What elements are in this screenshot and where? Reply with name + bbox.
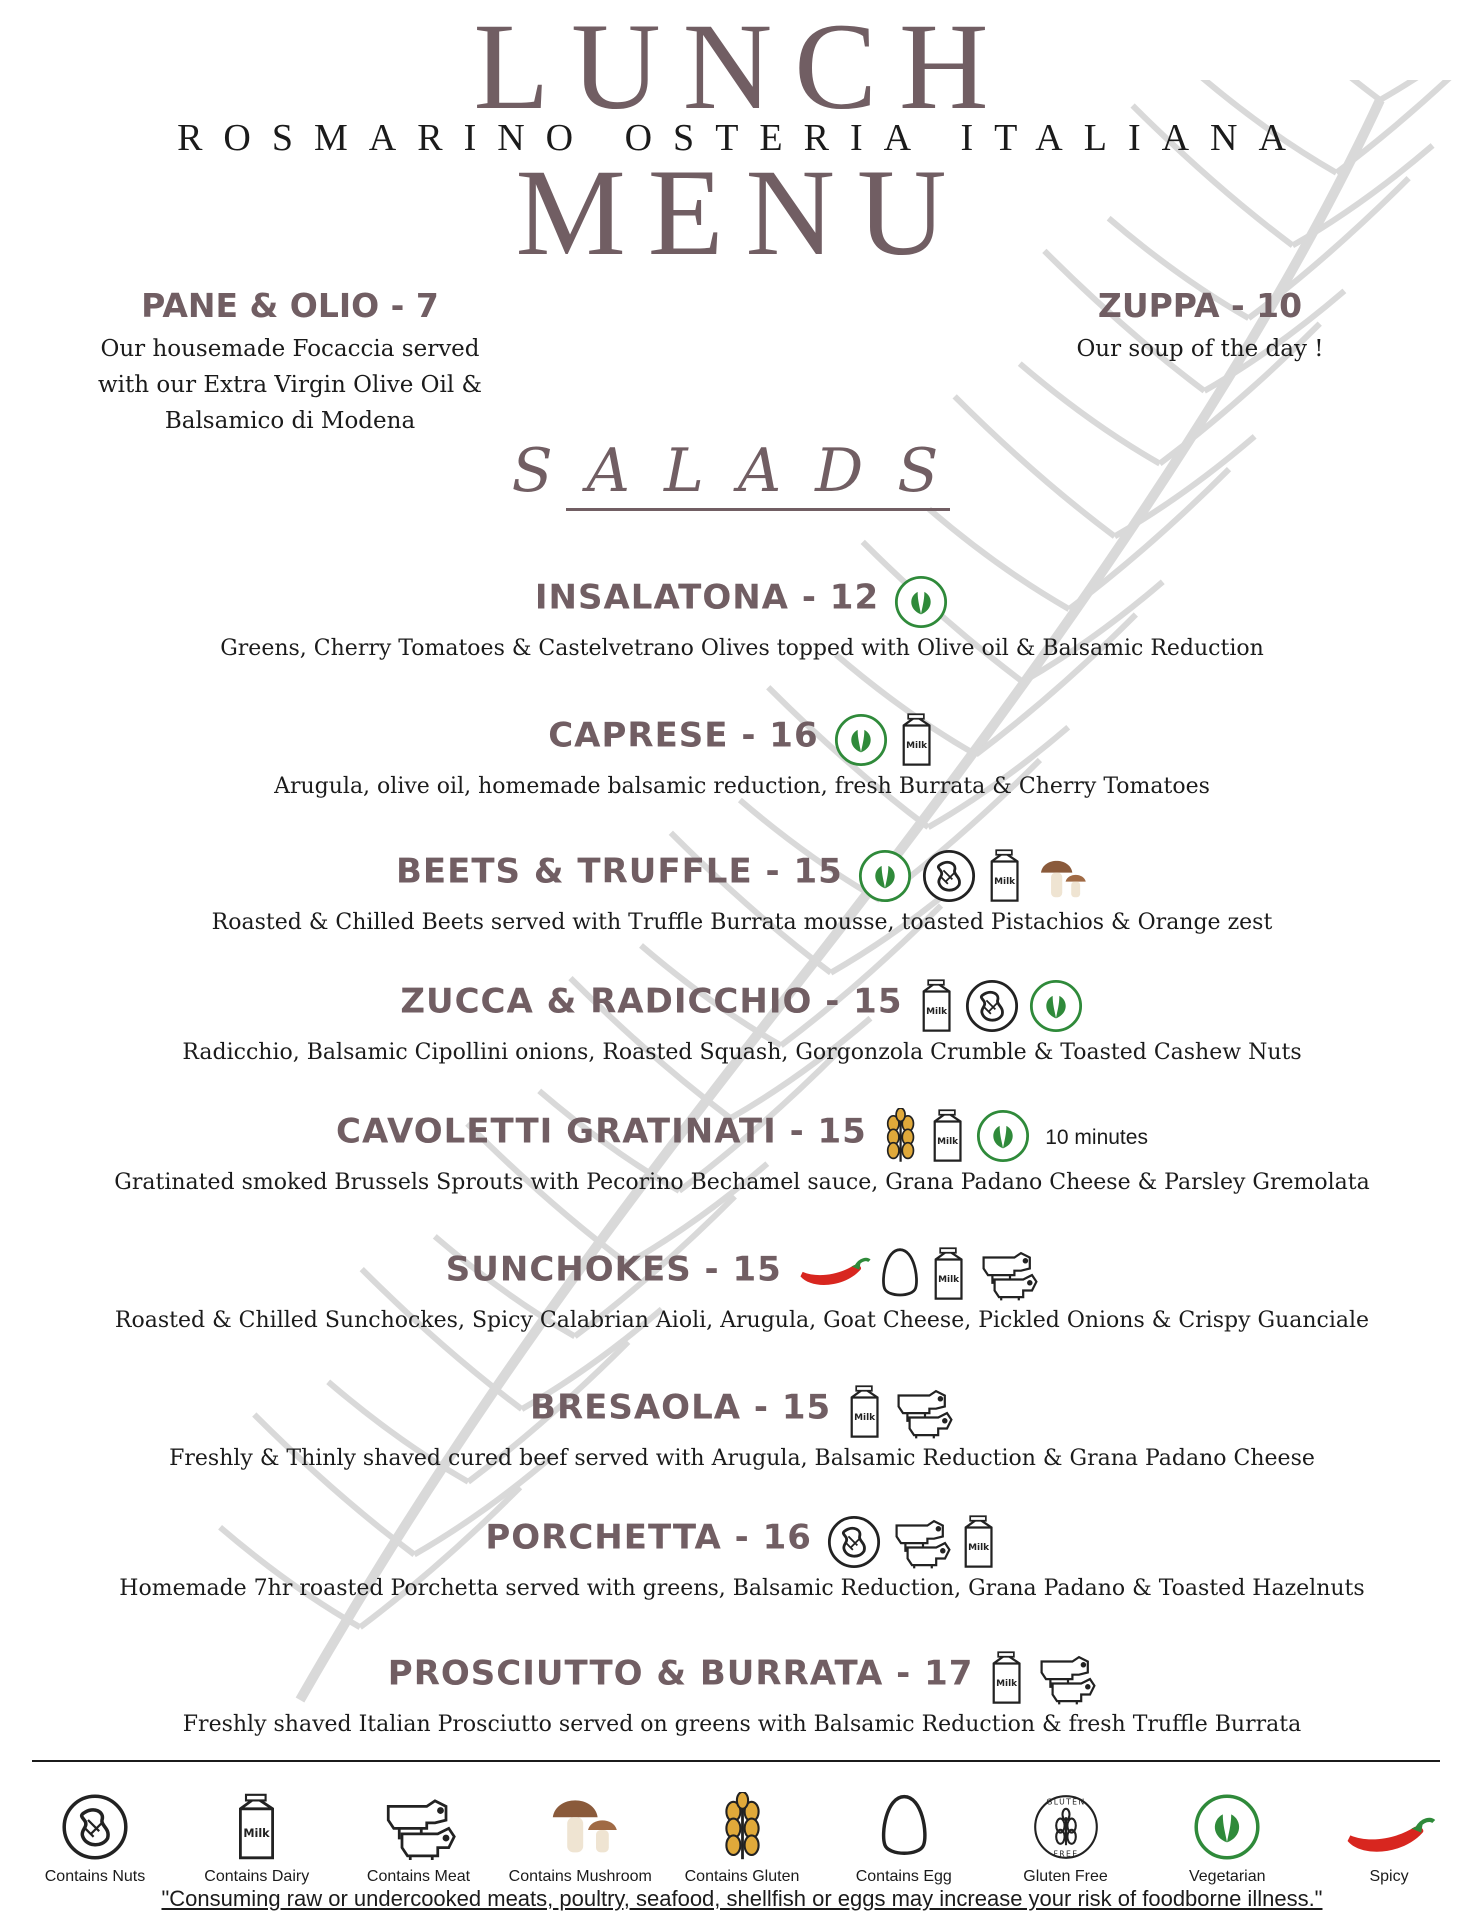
pane-olio-title: PANE & OLIO - 7	[141, 286, 439, 325]
menu-item-description: Freshly shaved Italian Prosciutto served on greens with Balsamic Reduction & fresh Truffle Burrata	[182, 1712, 1302, 1737]
svg-text:Milk: Milk	[938, 1274, 960, 1285]
vegetarian-icon	[857, 848, 913, 908]
menu-item-heading	[0, 712, 1484, 772]
prep-time-note: 10 minutes	[1045, 1126, 1148, 1149]
restaurant-name: ROSMARINO OSTERIA ITALIANA	[177, 117, 1307, 159]
svg-text:Milk: Milk	[243, 1826, 270, 1840]
desc-line: Balsamico di Modena	[164, 408, 416, 434]
nuts-icon	[921, 848, 977, 908]
gluten-icon	[718, 1780, 767, 1862]
vegetarian-icon	[893, 574, 949, 634]
svg-text:FREE: FREE	[1052, 1849, 1079, 1859]
menu-item	[0, 712, 1484, 799]
meat-icon	[1035, 1650, 1097, 1710]
menu-item-title: CAPRESE - 16	[548, 715, 819, 756]
menu-item-title: PORCHETTA - 16	[485, 1517, 812, 1558]
legend-label: Vegetarian	[1188, 1868, 1266, 1885]
svg-text:Milk: Milk	[996, 1678, 1018, 1689]
egg-icon	[879, 1246, 921, 1306]
menu-item	[0, 574, 1484, 661]
dairy-icon	[987, 1650, 1026, 1710]
legend-divider	[32, 1760, 1440, 1762]
desc-line: Our housemade Focaccia served	[100, 336, 480, 362]
legend-label: Contains Meat	[366, 1868, 471, 1885]
menu-item-title: BEETS & TRUFFLE - 15	[396, 851, 843, 892]
legend-item	[991, 1780, 1141, 1886]
menu-item-heading	[0, 1514, 1484, 1574]
svg-text:Milk: Milk	[968, 1542, 990, 1553]
menu-item	[0, 1650, 1484, 1737]
menu-item-title: SUNCHOKES - 15	[445, 1249, 782, 1290]
menu-item-description: Arugula, olive oil, homemade balsamic reduction, fresh Burrata & Cherry Tomatoes	[274, 774, 1210, 799]
menu-item-title: INSALATONA - 12	[534, 577, 880, 618]
mushroom-icon	[540, 1780, 620, 1862]
svg-text:Milk: Milk	[925, 1006, 947, 1017]
nuts-icon	[60, 1780, 130, 1862]
menu-item	[0, 1384, 1484, 1471]
title-lunch: LUNCH	[473, 0, 1011, 135]
menu-item-title: CAVOLETTI GRATINATI - 15	[336, 1111, 867, 1152]
svg-text:Milk: Milk	[937, 1136, 959, 1147]
menu-item	[0, 978, 1484, 1065]
legend-label: Spicy	[1369, 1868, 1409, 1885]
legend-label: Contains Nuts	[44, 1868, 146, 1885]
menu-item-heading	[0, 1108, 1484, 1168]
legend-item	[182, 1780, 332, 1886]
gluten-free-icon	[1031, 1780, 1101, 1862]
dairy-icon	[929, 1246, 968, 1306]
menu-item	[0, 1246, 1484, 1333]
svg-text:Milk: Milk	[905, 740, 927, 751]
menu-item-description: Homemade 7hr roasted Porchetta served with greens, Balsamic Reduction, Grana Padano & Toasted Hazelnuts	[119, 1576, 1365, 1601]
nuts-icon	[826, 1514, 882, 1574]
legend-label: Contains Mushroom	[508, 1868, 652, 1885]
menu-item-heading	[0, 574, 1484, 634]
menu-item-heading	[0, 1246, 1484, 1306]
allergen-icons	[881, 1108, 1148, 1168]
menu-item-title: PROSCIUTTO & BURRATA - 17	[387, 1653, 974, 1694]
egg-icon	[878, 1780, 931, 1862]
menu-item-title: ZUCCA & RADICCHIO - 15	[400, 981, 903, 1022]
desc-line: with our Extra Virgin Olive Oil &	[98, 372, 482, 398]
meat-icon	[892, 1384, 954, 1444]
legend-item	[1314, 1780, 1464, 1886]
dairy-icon	[845, 1384, 884, 1444]
menu-item	[0, 1514, 1484, 1601]
legend-item	[1152, 1780, 1302, 1886]
allergen-icons	[987, 1650, 1096, 1710]
menu-item-heading	[0, 848, 1484, 908]
svg-text:GLUTEN: GLUTEN	[1045, 1797, 1086, 1807]
gluten-icon	[881, 1108, 920, 1168]
legend-item	[20, 1780, 170, 1886]
menu-item-description: Freshly & Thinly shaved cured beef served with Arugula, Balsamic Reduction & Grana Padano Cheese	[169, 1446, 1315, 1471]
menu-item-description: Greens, Cherry Tomatoes & Castelvetrano Olives topped with Olive oil & Balsamic Reduction	[220, 636, 1264, 661]
section-title-underline	[566, 508, 950, 511]
menu-item-description: Radicchio, Balsamic Cipollini onions, Roasted Squash, Gorgonzola Crumble & Toasted Cashew Nuts	[182, 1040, 1302, 1065]
menu-item-title: BRESAOLA - 15	[530, 1387, 832, 1428]
dairy-icon	[232, 1780, 281, 1862]
menu-item-heading	[0, 1384, 1484, 1444]
legend-item	[829, 1780, 979, 1886]
allergen-legend	[20, 1780, 1464, 1886]
section-title-salads: SALADS	[511, 436, 973, 506]
mushroom-icon	[1032, 848, 1088, 908]
legend-label: Contains Egg	[855, 1868, 952, 1885]
pane-olio-desc	[70, 331, 510, 439]
menu-item-description: Gratinated smoked Brussels Sprouts with Pecorino Bechamel sauce, Grana Padano Cheese & Parsley Gremolata	[114, 1170, 1370, 1195]
allergen-icons	[857, 848, 1088, 908]
allergen-icons	[845, 1384, 954, 1444]
dairy-icon	[928, 1108, 967, 1168]
dairy-icon	[985, 848, 1024, 908]
legend-item	[505, 1780, 655, 1886]
nuts-icon	[964, 978, 1020, 1038]
svg-text:Milk: Milk	[993, 876, 1015, 887]
allergen-icons	[796, 1246, 1038, 1306]
menu-item-heading	[0, 978, 1484, 1038]
svg-text:Milk: Milk	[854, 1412, 876, 1423]
meat-icon	[380, 1780, 457, 1862]
food-safety-disclaimer: "Consuming raw or undercooked meats, poultry, seafood, shellfish or eggs may increase your risk of foodborne illness."	[161, 1886, 1323, 1911]
dairy-icon	[897, 712, 936, 772]
vegetarian-icon	[975, 1108, 1031, 1168]
pane-olio-block	[70, 286, 510, 439]
legend-item	[344, 1780, 494, 1886]
zuppa-title: ZUPPA - 10	[1097, 286, 1303, 325]
legend-label: Contains Dairy	[204, 1868, 310, 1885]
allergen-icons	[893, 574, 949, 634]
legend-label: Gluten Free	[1023, 1868, 1108, 1885]
allergen-icons	[917, 978, 1084, 1038]
zuppa-desc: Our soup of the day !	[1076, 336, 1324, 362]
menu-item	[0, 848, 1484, 935]
spicy-icon	[796, 1254, 872, 1297]
vegetarian-icon	[833, 712, 889, 772]
meat-icon	[977, 1246, 1039, 1306]
allergen-icons	[833, 712, 936, 772]
menu-item	[0, 1108, 1484, 1195]
legend-label: Contains Gluten	[684, 1868, 800, 1885]
allergen-icons	[826, 1514, 999, 1574]
menu-item-description: Roasted & Chilled Sunchockes, Spicy Calabrian Aioli, Arugula, Goat Cheese, Pickled Onions & Crispy Guanciale	[114, 1308, 1370, 1333]
meat-icon	[890, 1514, 952, 1574]
menu-item-heading	[0, 1650, 1484, 1710]
spicy-icon	[1342, 1780, 1437, 1862]
title-menu: MENU	[515, 144, 969, 281]
legend-item	[667, 1780, 817, 1886]
vegetarian-icon	[1192, 1780, 1262, 1862]
dairy-icon	[959, 1514, 998, 1574]
menu-item-description: Roasted & Chilled Beets served with Truffle Burrata mousse, toasted Pistachios & Orange zest	[211, 910, 1273, 935]
zuppa-block	[1040, 286, 1360, 367]
dairy-icon	[917, 978, 956, 1038]
vegetarian-icon	[1028, 978, 1084, 1038]
